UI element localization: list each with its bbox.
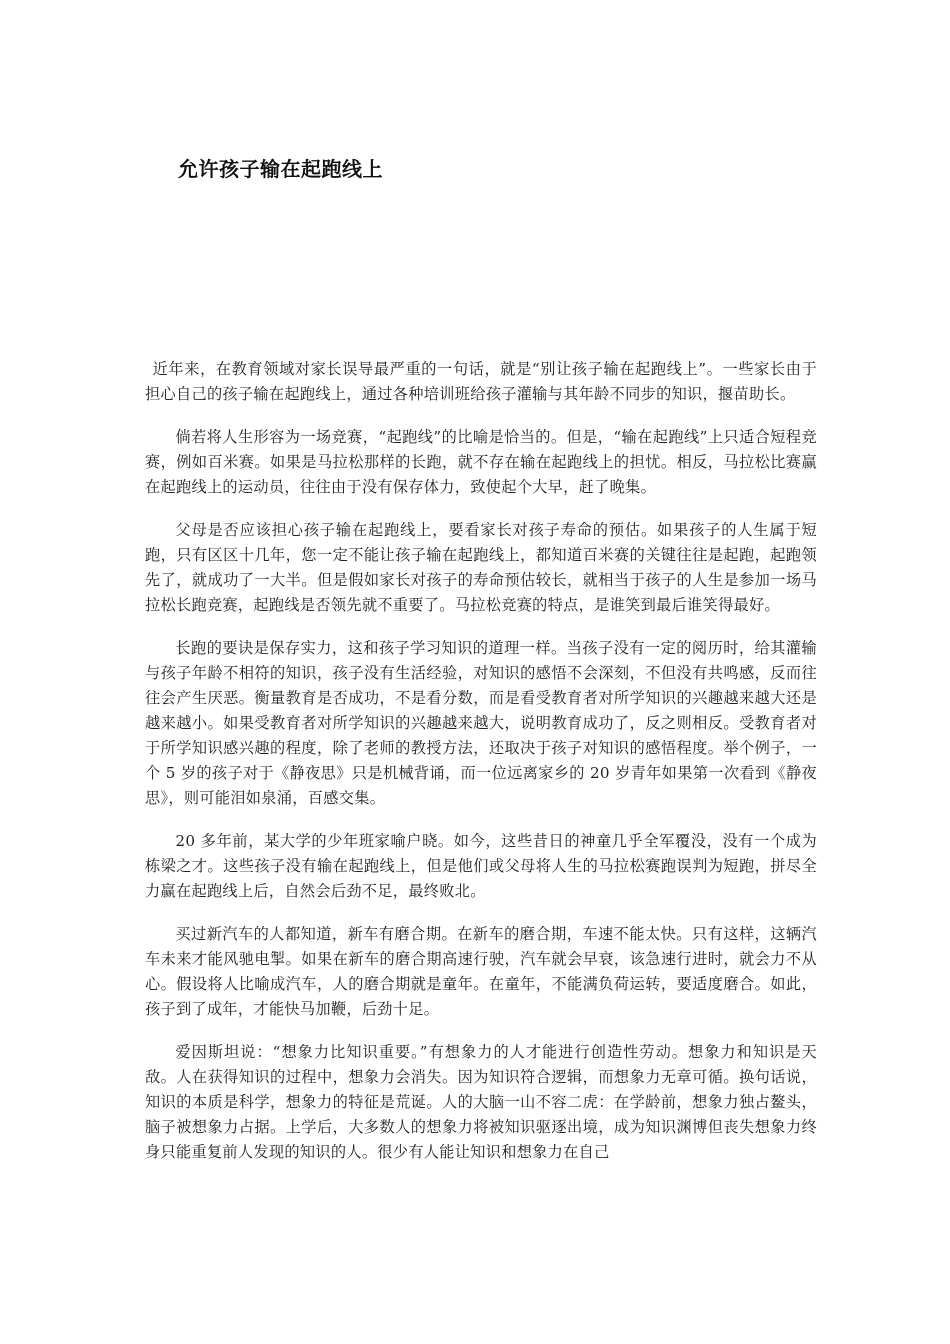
paragraph: 20 多年前，某大学的少年班家喻户晓。如今，这些昔日的神童几乎全军覆没，没有一个成为栋梁之才。这些孩子没有输在起跑线上，但是他们或父母将人生的马拉松赛跑误判为短跑，拼尽全力赢在起跑线上后，自然会后劲不足，最终败北。 <box>145 832 817 900</box>
paragraph: 近年来，在教育领域对家长误导最严重的一句话，就是“别让孩子输在起跑线上”。一些家长由于担心自己的孩子输在起跑线上，通过各种培训班给孩子灌输与其年龄不同步的知识，揠苗助长。 <box>145 360 817 403</box>
paragraph: 买过新汽车的人都知道，新车有磨合期。在新车的磨合期，车速不能太快。只有这样，这辆汽车未来才能风驰电掣。如果在新车的磨合期高速行驶，汽车就会早衰，该急速行进时，就会力不从心。假设将人比喻成汽车，人的磨合期就是童年。在童年，不能满负荷运转，要适度磨合。如此，孩子到了成年，才能快马加鞭，后劲十足。 <box>145 925 817 1018</box>
document-title: 允许孩子输在起跑线上 <box>178 157 383 181</box>
paragraph: 长跑的要诀是保存实力，这和孩子学习知识的道理一样。当孩子没有一定的阅历时，给其灌输与孩子年龄不相符的知识，孩子没有生活经验，对知识的感悟不会深刻，不但没有共鸣感，反而往往会产生厌恶。衡量教育是否成功，不是看分数，而是看受教育者对所学知识的兴趣越来越大还是越来越小。如果受教育者对所学知识的兴趣越来越大，说明教育成功了，反之则相反。受教育者对于所学知识感兴趣的程度，除了老师的教授方法，还取决于孩子对知识的感悟程度。举个例子，一个 5 岁的孩子对于《静夜思》只是机械背诵，而一位远离家乡的 20 岁青年如果第一次看到《静夜思》，则可能泪如泉涌，百感交集。 <box>145 639 817 807</box>
paragraph: 父母是否应该担心孩子输在起跑线上，要看家长对孩子寿命的预估。如果孩子的人生属于短跑，只有区区十几年，您一定不能让孩子输在起跑线上，都知道百米赛的关键往往是起跑，起跑领先了，就成功了一大半。但是假如家长对孩子的寿命预估较长，就相当于孩子的人生是参加一场马拉松长跑竞赛，起跑线是否领先就不重要了。马拉松竞赛的特点，是谁笑到最后谁笑得最好。 <box>145 521 817 614</box>
paragraph: 倘若将人生形容为一场竞赛，“起跑线”的比喻是恰当的。但是，“输在起跑线”上只适合短程竞赛，例如百米赛。如果是马拉松那样的长跑，就不存在输在起跑线上的担忧。相反，马拉松比赛赢在起跑线上的运动员，往往由于没有保存体力，致使起个大早，赶了晚集。 <box>145 428 817 496</box>
paragraph: 爱因斯坦说：“想象力比知识重要。”有想象力的人才能进行创造性劳动。想象力和知识是天敌。人在获得知识的过程中，想象力会消失。因为知识符合逻辑，而想象力无章可循。换句话说，知识的本质是科学，想象力的特征是荒诞。人的大脑一山不容二虎：在学龄前，想象力独占鳌头，脑子被想象力占据。上学后，大多数人的想象力将被知识驱逐出境，成为知识渊博但丧失想象力终身只能重复前人发现的知识的人。很少有人能让知识和想象力在自己 <box>145 1043 817 1161</box>
document-body <box>145 357 817 1183</box>
